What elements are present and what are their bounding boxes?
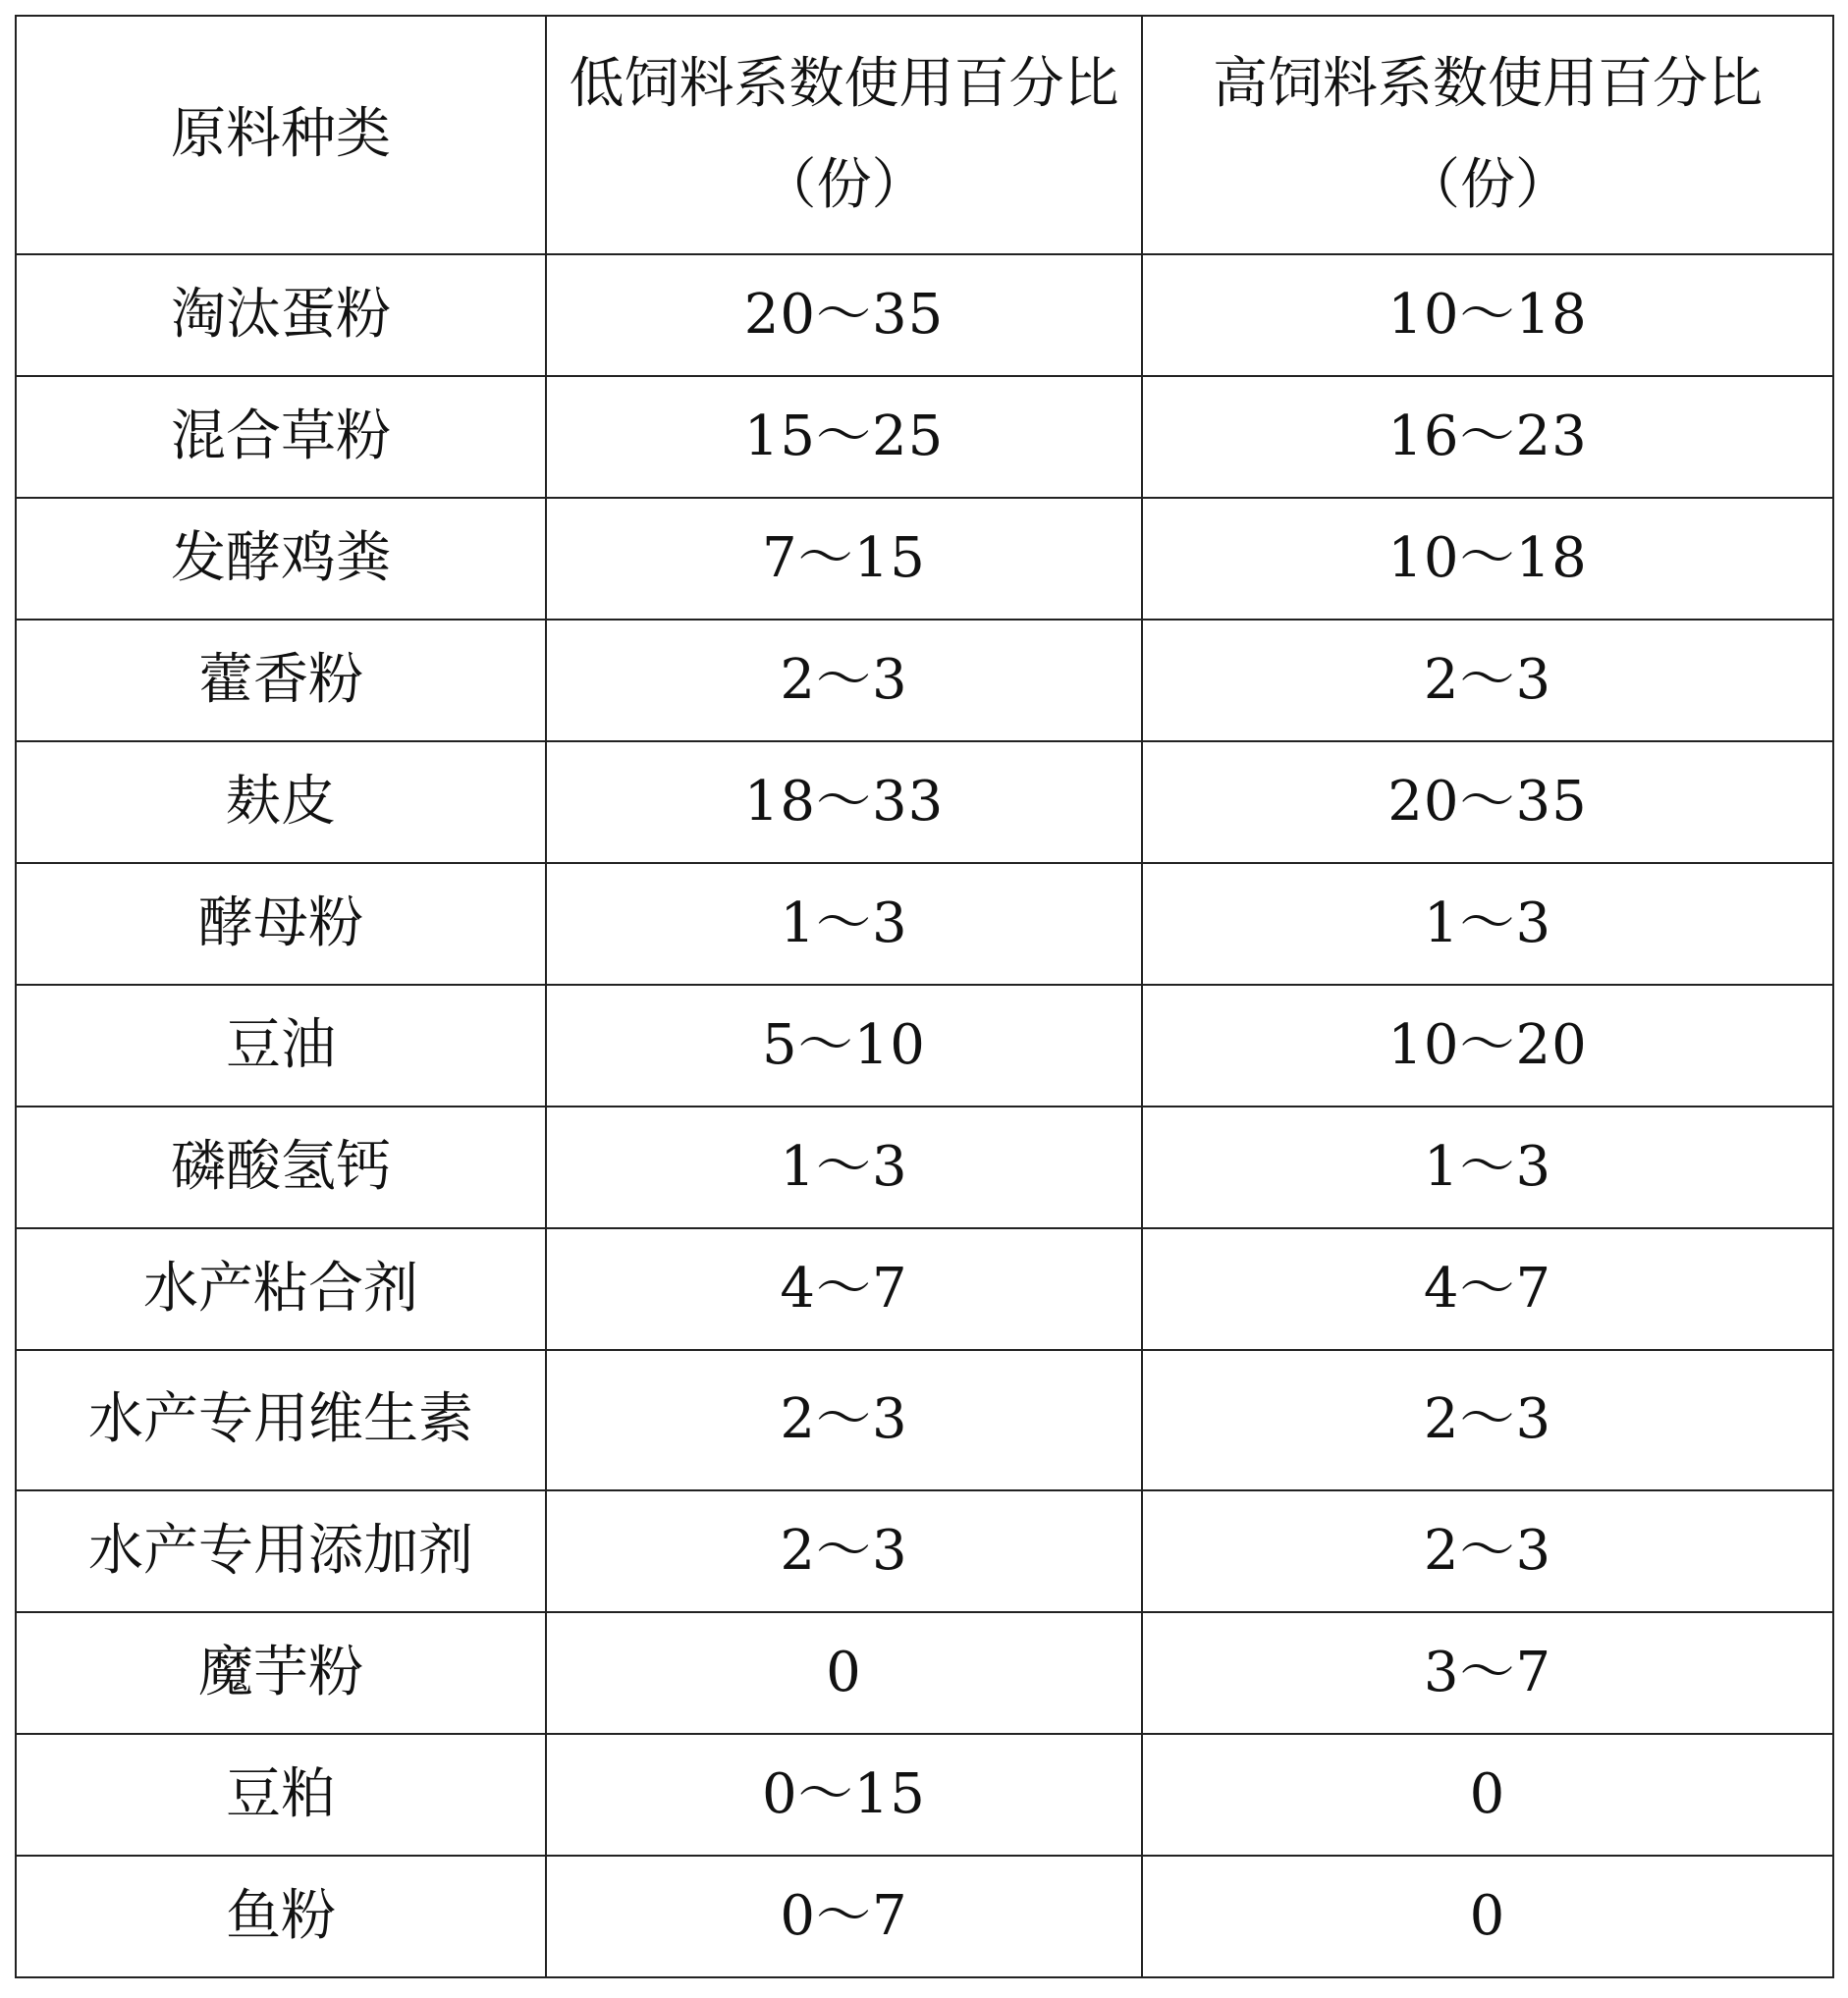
high-coefficient-value: 1～3	[1142, 1107, 1833, 1228]
high-coefficient-value: 0	[1142, 1856, 1833, 1977]
low-coefficient-value: 0	[546, 1612, 1142, 1734]
high-coefficient-value: 16～23	[1142, 376, 1833, 498]
table-header-row	[16, 16, 1833, 254]
ingredient-name: 魔芋粉	[16, 1612, 546, 1734]
high-coefficient-value: 20～35	[1142, 741, 1833, 863]
ingredient-name: 水产专用添加剂	[16, 1490, 546, 1612]
ingredient-name: 豆油	[16, 985, 546, 1107]
ingredient-name: 水产专用维生素	[16, 1350, 546, 1490]
low-coefficient-value: 2～3	[546, 1350, 1142, 1490]
low-coefficient-value: 18～33	[546, 741, 1142, 863]
ingredient-name: 酵母粉	[16, 863, 546, 985]
header-high-feed-coefficient	[1142, 16, 1833, 254]
table-row	[16, 1490, 1833, 1612]
ingredient-name: 混合草粉	[16, 376, 546, 498]
table-row	[16, 1228, 1833, 1350]
feed-formula-table	[15, 15, 1834, 1978]
high-coefficient-value: 1～3	[1142, 863, 1833, 985]
ingredient-name: 淘汰蛋粉	[16, 254, 546, 376]
table-row	[16, 1734, 1833, 1856]
ingredient-name: 磷酸氢钙	[16, 1107, 546, 1228]
table-row	[16, 376, 1833, 498]
table-row	[16, 741, 1833, 863]
table-row	[16, 1350, 1833, 1490]
header-high-line2: （份）	[1405, 152, 1570, 217]
ingredient-name: 发酵鸡粪	[16, 498, 546, 620]
high-coefficient-value: 2～3	[1142, 1350, 1833, 1490]
high-coefficient-value: 10～20	[1142, 985, 1833, 1107]
low-coefficient-value: 5～10	[546, 985, 1142, 1107]
table-row	[16, 1107, 1833, 1228]
table-row	[16, 1612, 1833, 1734]
low-coefficient-value: 0～15	[546, 1734, 1142, 1856]
high-coefficient-value: 10～18	[1142, 498, 1833, 620]
high-coefficient-value: 2～3	[1142, 620, 1833, 741]
ingredient-name: 麸皮	[16, 741, 546, 863]
table-row	[16, 985, 1833, 1107]
low-coefficient-value: 2～3	[546, 1490, 1142, 1612]
low-coefficient-value: 7～15	[546, 498, 1142, 620]
header-high-line1: 高饲料系数使用百分比	[1213, 52, 1763, 117]
low-coefficient-value: 20～35	[546, 254, 1142, 376]
high-coefficient-value: 4～7	[1142, 1228, 1833, 1350]
high-coefficient-value: 10～18	[1142, 254, 1833, 376]
ingredient-name: 豆粕	[16, 1734, 546, 1856]
low-coefficient-value: 2～3	[546, 620, 1142, 741]
low-coefficient-value: 1～3	[546, 863, 1142, 985]
low-coefficient-value: 15～25	[546, 376, 1142, 498]
high-coefficient-value: 0	[1142, 1734, 1833, 1856]
low-coefficient-value: 0～7	[546, 1856, 1142, 1977]
high-coefficient-value: 3～7	[1142, 1612, 1833, 1734]
header-low-feed-coefficient	[546, 16, 1142, 254]
high-coefficient-value: 2～3	[1142, 1490, 1833, 1612]
table-row	[16, 498, 1833, 620]
table-row	[16, 1856, 1833, 1977]
ingredient-name: 水产粘合剂	[16, 1228, 546, 1350]
low-coefficient-value: 4～7	[546, 1228, 1142, 1350]
header-ingredient-type: 原料种类	[16, 16, 546, 254]
ingredient-name: 鱼粉	[16, 1856, 546, 1977]
table-row	[16, 863, 1833, 985]
ingredient-name: 藿香粉	[16, 620, 546, 741]
low-coefficient-value: 1～3	[546, 1107, 1142, 1228]
table-row	[16, 620, 1833, 741]
header-low-line2: （份）	[761, 152, 927, 217]
header-low-line1: 低饲料系数使用百分比	[569, 52, 1119, 117]
table-row	[16, 254, 1833, 376]
